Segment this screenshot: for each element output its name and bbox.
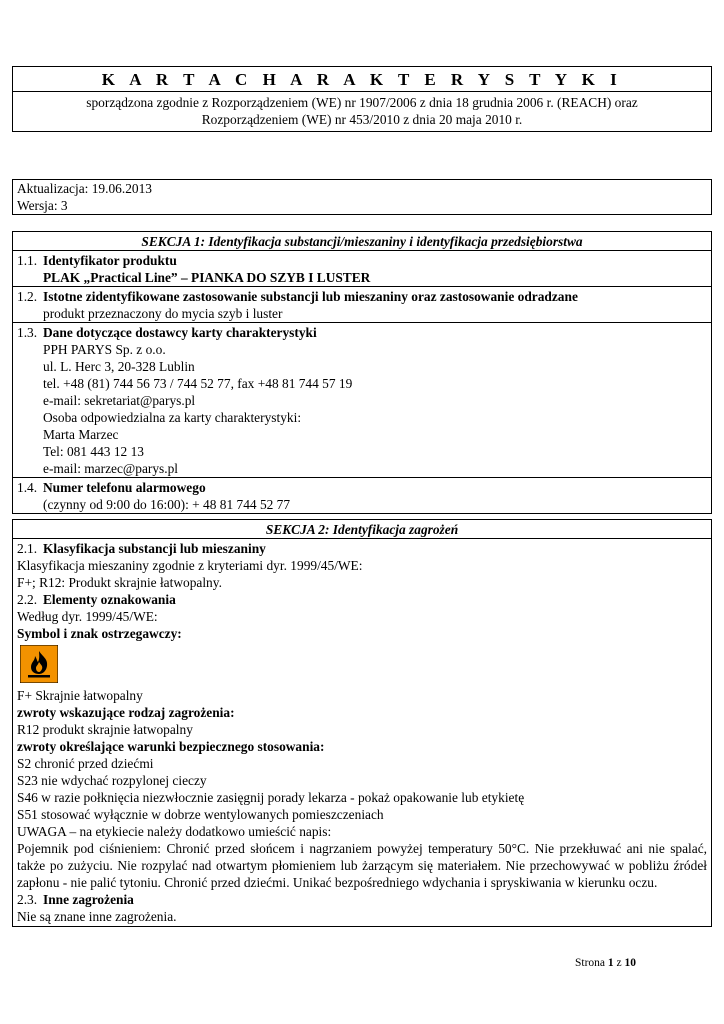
- document-subtitle: [13, 91, 711, 131]
- section-2-2-title: Elementy oznakowania: [43, 592, 176, 607]
- flame-hazard-icon: [20, 645, 58, 683]
- supplier-line: e-mail: marzec@parys.pl: [43, 461, 179, 476]
- section-2-1-number: 2.1.: [17, 541, 38, 556]
- version-number: Wersja: 3: [17, 198, 68, 213]
- section-2-body: [13, 538, 711, 926]
- section-2-1-title: Klasyfikacja substancji lub mieszaniny: [43, 541, 266, 556]
- section-2-3-number: 2.3.: [17, 892, 38, 907]
- revision-info: [12, 179, 712, 215]
- subtitle-line-2: Rozporządzeniem (WE) nr 453/2010 z dnia 20 maja 2010 r.: [201, 112, 523, 127]
- subtitle-line-1: sporządzona zgodnie z Rozporządzeniem (WE) nr 1907/2006 z dnia 18 grudnia 2006 r. (REACH) oraz: [86, 95, 638, 110]
- section-1-2-title: Istotne zidentyfikowane zastosowanie substancji lub mieszaniny oraz zastosowanie odradzane: [43, 289, 578, 304]
- page-total: 10: [624, 957, 636, 969]
- page-number: [575, 955, 636, 972]
- labelling-directive: Według dyr. 1999/45/WE:: [17, 609, 158, 624]
- section-1-3: [13, 322, 711, 477]
- section-1-3-number: 1.3.: [17, 325, 38, 340]
- section-1-4-number: 1.4.: [17, 480, 38, 495]
- classification-line: F+; R12: Produkt skrajnie łatwopalny.: [17, 575, 222, 590]
- safety-phrases-heading: zwroty określające warunki bezpiecznego stosowania:: [17, 739, 325, 754]
- emergency-phone: (czynny od 9:00 do 16:00): + 48 81 744 52 77: [43, 497, 291, 512]
- page-prefix: Strona: [574, 957, 606, 969]
- supplier-line: e-mail: sekretariat@parys.pl: [43, 393, 196, 408]
- supplier-line: tel. +48 (81) 744 56 73 / 744 52 77, fax +48 81 744 57 19: [43, 376, 353, 391]
- supplier-line: Osoba odpowiedzialna za karty charakterystyki:: [43, 410, 302, 425]
- section-1-4-title: Numer telefonu alarmowego: [43, 480, 206, 495]
- section-1-3-title: Dane dotyczące dostawcy karty charakterystyki: [43, 325, 317, 340]
- safety-phrase: S46 w razie połknięcia niezwłocznie zasięgnij porady lekarza - pokaż opakowanie lub etykietę: [17, 790, 525, 805]
- safety-phrase: UWAGA – na etykiecie należy dodatkowo umieścić napis:: [17, 824, 332, 839]
- section-2-2-number: 2.2.: [17, 592, 38, 607]
- section-2-heading: SEKCJA 2: Identyfikacja zagrożeń: [265, 522, 459, 537]
- update-date: Aktualizacja: 19.06.2013: [17, 181, 152, 196]
- supplier-line: ul. L. Herc 3, 20-328 Lublin: [43, 359, 195, 374]
- section-1-1-number: 1.1.: [17, 253, 38, 268]
- section-1-4: [13, 477, 711, 513]
- symbol-heading: Symbol i znak ostrzegawczy:: [17, 626, 182, 641]
- risk-phrase: R12 produkt skrajnie łatwopalny: [17, 722, 193, 737]
- supplier-line: Marta Marzec: [43, 427, 119, 442]
- safety-phrase: S23 nie wdychać rozpylonej cieczy: [17, 773, 207, 788]
- document-header: [12, 66, 712, 132]
- section-1-heading: SEKCJA 1: Identyfikacja substancji/mieszaniny i identyfikacja przedsiębiorstwa: [141, 234, 583, 249]
- product-use: produkt przeznaczony do mycia szyb i luster: [43, 306, 283, 321]
- classification-line: Klasyfikacja mieszaniny zgodnie z kryteriami dyr. 1999/45/WE:: [17, 558, 363, 573]
- supplier-line: Tel: 081 443 12 13: [43, 444, 144, 459]
- section-2-3-title: Inne zagrożenia: [43, 892, 134, 907]
- page-current: 1: [607, 957, 614, 969]
- other-hazards: Nie są znane inne zagrożenia.: [17, 909, 177, 924]
- safety-phrase: S2 chronić przed dziećmi: [17, 756, 154, 771]
- section-2: [12, 519, 712, 927]
- safety-phrase: S51 stosować wyłącznie w dobrze wentylowanych pomieszczeniach: [17, 807, 384, 822]
- section-1-1: [13, 250, 711, 286]
- document-title: K A R T A C H A R A K T E R Y S T Y K I: [101, 70, 623, 89]
- pressure-warning-text: Pojemnik pod ciśnieniem: Chronić przed słońcem i nagrzaniem powyżej temperatury 50°C. Nie przekłuwać ani nie spalać, także po zużyciu. Nie rozpylać nad otwartym płomieniem lub żarzącym się materiałem. Nie przechowywać w pobliżu źródeł zapłonu - nie palić tytoniu. Chronić przed dziećmi. Unikać bezpośredniego wdychania i spryskiwania w kierunku oczu.: [17, 841, 707, 890]
- risk-phrases-heading: zwroty wskazujące rodzaj zagrożenia:: [17, 705, 235, 720]
- symbol-caption: F+ Skrajnie łatwopalny: [17, 688, 143, 703]
- page-separator: z: [616, 957, 622, 969]
- section-1-1-title: Identyfikator produktu: [43, 253, 177, 268]
- section-1: [12, 231, 712, 514]
- product-identifier: PLAK „Practical Line” – PIANKA DO SZYB I LUSTER: [43, 270, 371, 285]
- section-1-2-number: 1.2.: [17, 289, 38, 304]
- section-1-2: [13, 286, 711, 322]
- supplier-line: PPH PARYS Sp. z o.o.: [43, 342, 166, 357]
